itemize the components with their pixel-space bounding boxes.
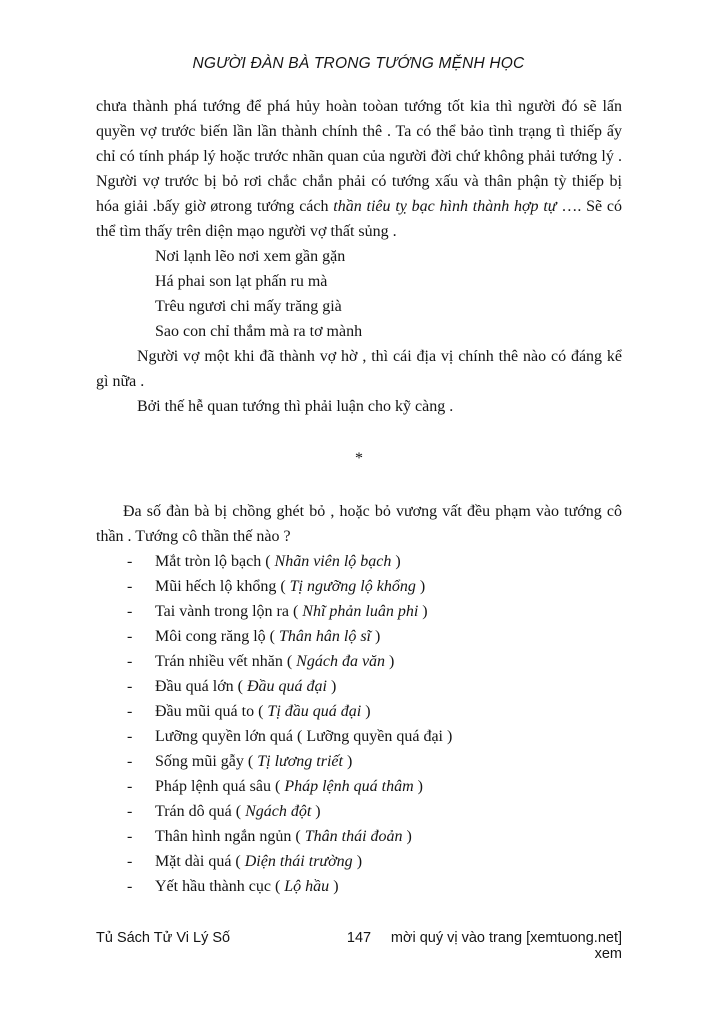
list-item-han-viet-term: Tị đầu quá đại [267,703,362,720]
list-item-dash: - [127,778,133,795]
list-item [96,574,622,599]
page-title: NGƯỜI ĐÀN BÀ TRONG TƯỚNG MỆNH HỌC [192,55,525,72]
list-item-han-viet-term: Pháp lệnh quá thâm [284,778,414,795]
list-item-text: Đầu quá lớn ( Đầu quá đại ) [155,678,337,695]
list-item-dash: - [127,803,133,820]
list-item-text: Mặt dài quá ( Diện thái trường ) [155,853,363,870]
paragraph-4: Đa số đàn bà bị chồng ghét bỏ , hoặc bỏ vương vất đều phạm vào tướng cô thần . Tướng cô thần thế nào ? [96,503,622,545]
list-item-dash: - [127,678,133,695]
footer-series-name: Tủ Sách Tử Vi Lý Số [96,930,231,946]
list-item-dash: - [127,728,133,745]
defect-list [96,549,622,899]
list-item-dash: - [127,828,133,845]
list-item-dash: - [127,853,133,870]
footer-site-note: mời quý vị vào trang [xemtuong.net] xem [390,930,623,962]
list-item-dash: - [127,603,133,620]
list-item [96,549,622,574]
list-item-han-viet-term: Ngách đột [245,803,312,820]
list-item [96,624,622,649]
poem-line: Há phai son lạt phấn ru mà [155,273,328,290]
list-item-text: Lưỡng quyền lớn quá ( Lưỡng quyền quá đại ) [155,728,453,745]
list-item-han-viet-term: Ngách đa văn [296,653,386,670]
list-item-text: Tai vành trong lộn ra ( Nhĩ phản luân phi ) [155,603,428,620]
list-item-text: Pháp lệnh quá sâu ( Pháp lệnh quá thâm ) [155,778,423,795]
poem-line: Nơi lạnh lẽo nơi xem gần gặn [155,248,346,265]
list-item [96,774,622,799]
list-item [96,724,622,749]
paragraph-1-tail: …. Sẽ có thể tìm thấy trên diện mạo người vợ thất sủng . [96,198,623,240]
list-item-dash: - [127,753,133,770]
list-item [96,649,622,674]
list-item-han-viet-term: Tị ngưỡng lộ khổng [289,578,416,595]
list-item [96,874,622,899]
paragraph-3: Bởi thế hễ quan tướng thì phải luận cho kỹ càng . [137,398,454,415]
list-item [96,849,622,874]
list-item-text: Mắt tròn lộ bạch ( Nhãn viên lộ bạch ) [155,553,401,570]
list-item [96,824,622,849]
list-item-text: Mũi hếch lộ khổng ( Tị ngưỡng lộ khổng ) [155,578,426,595]
list-item-han-viet-term: Diện thái trường [244,853,353,870]
list-item-text: Trán nhiều vết nhăn ( Ngách đa văn ) [155,653,395,670]
list-item-text: Yết hầu thành cục ( Lộ hầu ) [155,878,339,895]
list-item-text: Đầu mũi quá to ( Tị đầu quá đại ) [155,703,371,720]
poem-line: Sao con chỉ thắm mà ra tơ mành [155,323,363,340]
list-item-dash: - [127,878,133,895]
list-item-dash: - [127,628,133,645]
list-item [96,674,622,699]
list-item-dash: - [127,578,133,595]
list-item-text: Thân hình ngắn ngủn ( Thân thái đoản ) [155,828,412,845]
poem-line: Trêu ngươi chi mấy trăng già [155,298,342,315]
paragraph-1 [96,94,622,244]
list-item-dash: - [127,653,133,670]
footer-page-number: 147 [346,930,372,946]
poem [155,244,622,344]
list-item-text: Trán dô quá ( Ngách đột ) [155,803,321,820]
paragraph-1-lead: chưa thành phá tướng để phá hủy hoàn toòan tướng tốt kia thì người đó sẽ lấn quyền vợ trước biến lần lần thành chính thê . Ta có thể bảo tình trạng tì thiếp ấy chỉ có tính pháp lý hoặc trước nhãn quan của người đời chứ không phải tướng lý . Người vợ trước bị bỏ rơi chắc chắn phải có tướng xấu và thân phận tỳ thiếp bị hóa giải .bấy giờ øtrong tướng cách [96,98,622,215]
page-footer [96,930,622,962]
list-item-han-viet-term: Lộ hầu [284,878,330,895]
list-item-han-viet-term: Nhĩ phản luân phi [302,603,419,620]
list-item-dash: - [127,553,133,570]
page-content [96,94,622,899]
list-item-han-viet-term: Nhãn viên lộ bạch [274,553,392,570]
list-item [96,749,622,774]
list-item-dash: - [127,703,133,720]
list-item-han-viet-term: Thân thái đoản [304,828,403,845]
list-item-text: Môi cong răng lộ ( Thân hân lộ sĩ ) [155,628,381,645]
list-item [96,799,622,824]
paragraph-2: Người vợ một khi đã thành vợ hờ , thì cái địa vị chính thê nào có đáng kể gì nữa . [96,348,622,390]
asterisk-separator: * [355,450,363,467]
list-item-text: Sống mũi gẫy ( Tị lương triết ) [155,753,353,770]
list-item [96,699,622,724]
list-item [96,599,622,624]
list-item-han-viet-term: Thân hân lộ sĩ [278,628,371,645]
list-item-han-viet-term: Tị lương triết [257,753,343,770]
list-item-han-viet-term: Đầu quá đại [247,678,327,695]
list-item-han-viet-term: Lưỡng quyền quá đại [306,728,443,745]
paragraph-1-italic-phrase: thần tiêu tỵ bạc hình thành hợp tự [333,198,557,215]
